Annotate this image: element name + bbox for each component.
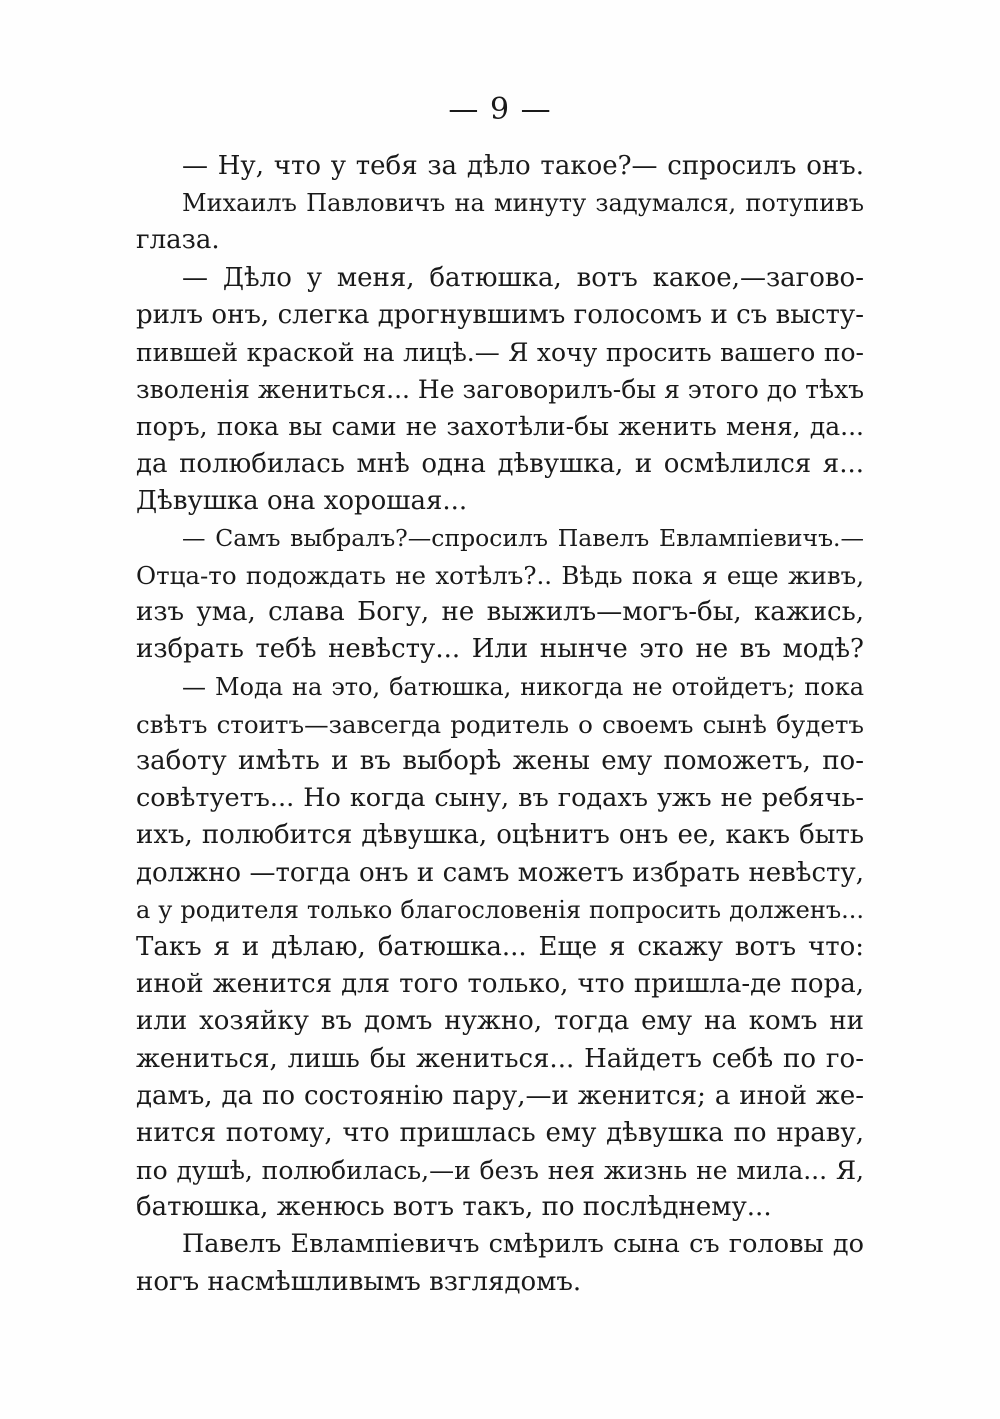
- text-line: зволенія жениться... Не заговорилъ-бы я этого до тѣхъ: [136, 375, 864, 405]
- text-line: свѣтъ стоитъ—завсегда родитель о своемъ сынѣ будетъ: [136, 709, 864, 739]
- text-line: совѣтуетъ... Но когда сыну, въ годахъ ужъ не ребячь-: [136, 783, 864, 814]
- text-line: нится потому, что пришлась ему дѣвушка по нраву,: [136, 1117, 864, 1148]
- text-line: должно —тогда онъ и самъ можетъ избрать невѣсту,: [136, 857, 864, 888]
- text-line: рилъ онъ, слегка дрогнувшимъ голосомъ и съ высту-: [136, 299, 864, 330]
- page-number: — 9 —: [448, 92, 552, 127]
- text-line: заботу имѣть и въ выборѣ жены ему поможетъ, по-: [136, 746, 864, 776]
- text-line: — Дѣло у меня, батюшка, вотъ какое,—загово-: [182, 262, 864, 293]
- text-line: — Ну, что у тебя за дѣло такое?— спросилъ онъ.: [182, 151, 864, 181]
- text-line: ногъ насмѣшливымъ взглядомъ.: [136, 1266, 582, 1297]
- text-line: глаза.: [136, 225, 220, 256]
- text-line: — Мода на это, батюшка, никогда не отойдетъ; пока: [182, 672, 864, 701]
- text-line: батюшка, женюсь вотъ такъ, по послѣднему...: [136, 1192, 772, 1223]
- text-line: Павелъ Евлампіевичъ смѣрилъ сына съ головы до: [182, 1229, 864, 1260]
- body-text: [136, 148, 864, 1301]
- text-line: Такъ я и дѣлаю, батюшка... Еще я скажу вотъ что:: [136, 931, 864, 962]
- text-line: Отца-то подождать не хотѣлъ?.. Вѣдь пока я еще живъ,: [136, 561, 864, 591]
- text-line: а у родителя только благословенія попросить долженъ...: [136, 895, 864, 924]
- text-line: дамъ, да по состоянію пару,—и женится; а иной же-: [136, 1080, 864, 1111]
- text-line: изъ ума, слава Богу, не выжилъ—могъ-бы, кажись,: [136, 597, 864, 628]
- text-line: Дѣвушка она хорошая...: [136, 485, 468, 516]
- text-line: — Самъ выбралъ?—спросилъ Павелъ Евлампіевичъ.—: [182, 523, 864, 552]
- text-line: пившей краской на лицѣ.— Я хочу просить вашего по-: [136, 337, 864, 367]
- text-line: жениться, лишь бы жениться... Найдетъ себѣ по го-: [136, 1043, 864, 1074]
- text-line: иной женится для того только, что пришла-де пора,: [136, 969, 864, 1000]
- text-line: поръ, пока вы сами не захотѣли-бы женить меня, да...: [136, 412, 864, 442]
- text-line: избрать тебѣ невѣсту... Или нынче это не въ модѣ?: [136, 634, 864, 665]
- text-line: по душѣ, полюбилась,—и безъ нея жизнь не мила... Я,: [136, 1156, 864, 1186]
- text-line: да полюбилась мнѣ одна дѣвушка, и осмѣлился я...: [136, 448, 864, 479]
- text-line: ихъ, полюбится дѣвушка, оцѣнитъ онъ ее, какъ быть: [136, 820, 864, 851]
- text-line: или хозяйку въ домъ нужно, тогда ему на комъ ни: [136, 1006, 864, 1037]
- text-line: Михаилъ Павловичъ на минуту задумался, потупивъ: [182, 189, 864, 218]
